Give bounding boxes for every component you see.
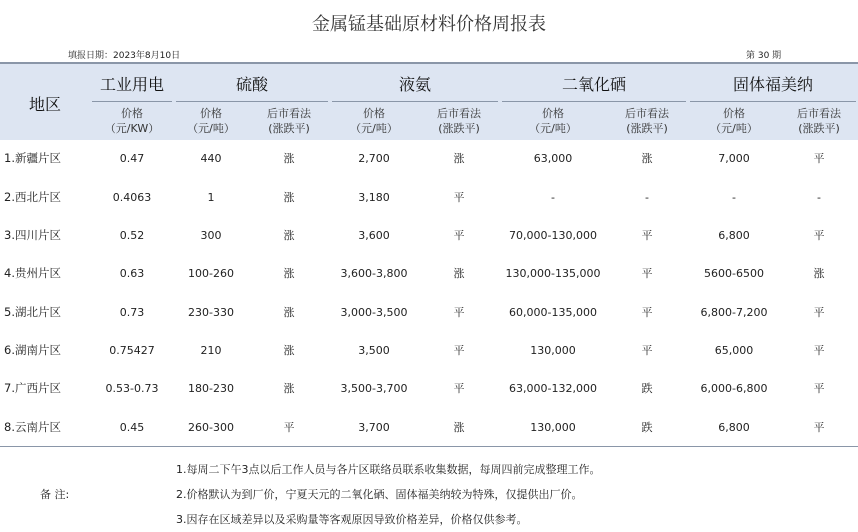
ammonia-outlook: 涨 [453,152,465,165]
note-item: 1.每周二下午3点以后工作人员与各片区联络员联系收集数据，每周四前完成整理工作。 [176,463,601,476]
header-solid-ammonium: 固体福美纳 [732,75,813,94]
header-underline [502,101,686,102]
table-row [0,254,858,293]
subheader-acid-price: 价格 （元/吨） [187,107,235,135]
header-region: 地区 [28,95,61,114]
acid-price: 230-330 [188,306,234,319]
electricity-price: 0.53-0.73 [105,382,159,395]
ammonia-price: 3,700 [358,421,390,434]
header-ammonia: 液氨 [398,75,431,94]
selenium-outlook: 涨 [641,152,653,165]
table-row [0,408,858,447]
region-cell: 8.云南片区 [4,420,61,434]
region-cell: 2.西北片区 [4,190,61,204]
ammonia-outlook: 涨 [453,267,465,280]
acid-outlook: 涨 [283,306,295,319]
selenium-price: 130,000-135,000 [505,267,601,280]
subheader-ammonia-price: 价格 （元/吨） [350,107,398,135]
notes-label: 备 注: [40,488,70,501]
electricity-price: 0.52 [119,229,145,242]
header-underline [176,101,328,102]
acid-outlook: 涨 [283,229,295,242]
region-cell: 4.贵州片区 [4,266,61,280]
ammonia-price: 2,700 [358,152,390,165]
subheader-acid-outlook: 后市看法 (涨跌平) [267,107,311,135]
subheader-solid-outlook: 后市看法 (涨跌平) [797,107,841,135]
header-selenium-dioxide: 二氧化硒 [561,75,626,94]
table-row [0,331,858,370]
acid-price: 300 [200,229,222,242]
acid-outlook: 涨 [283,344,295,357]
selenium-price: - [551,191,555,204]
solid-outlook: 平 [813,421,825,434]
selenium-price: 60,000-135,000 [509,306,597,319]
header-underline [690,101,856,102]
selenium-price: 70,000-130,000 [509,229,597,242]
selenium-outlook: 平 [641,344,653,357]
solid-outlook: 平 [813,229,825,242]
ammonia-price: 3,600 [358,229,390,242]
solid-price: 65,000 [714,344,754,357]
ammonia-price: 3,000-3,500 [340,306,408,319]
table-row [0,369,858,408]
acid-price: 1 [207,191,215,204]
subheader-selenium-outlook: 后市看法 (涨跌平) [625,107,669,135]
ammonia-price: 3,500 [358,344,390,357]
table-row [0,216,858,255]
acid-outlook: 涨 [283,267,295,280]
region-cell: 7.广西片区 [4,381,61,395]
region-cell: 3.四川片区 [4,228,61,242]
table-bottom-rule [0,446,858,447]
acid-outlook: 涨 [283,191,295,204]
selenium-outlook: 平 [641,229,653,242]
table-row [0,293,858,332]
solid-outlook: 平 [813,344,825,357]
ammonia-outlook: 平 [453,306,465,319]
acid-outlook: 涨 [283,382,295,395]
ammonia-price: 3,600-3,800 [340,267,408,280]
acid-outlook: 涨 [283,152,295,165]
solid-outlook: - [817,191,821,204]
header-underline [92,101,172,102]
solid-price: 6,800 [718,229,750,242]
header-underline [332,101,498,102]
table-row [0,178,858,217]
electricity-price: 0.75427 [109,344,155,357]
selenium-price: 130,000 [530,344,576,357]
selenium-outlook: 平 [641,306,653,319]
acid-price: 260-300 [188,421,234,434]
selenium-outlook: - [645,191,649,204]
solid-price: - [732,191,736,204]
solid-outlook: 平 [813,382,825,395]
electricity-price: 0.4063 [112,191,152,204]
fill-date: 填报日期：2023年8月10日 [68,51,181,61]
subheader-solid-price: 价格 （元/吨） [710,107,758,135]
ammonia-price: 3,180 [358,191,390,204]
ammonia-outlook: 平 [453,191,465,204]
electricity-price: 0.73 [119,306,145,319]
solid-price: 7,000 [718,152,750,165]
solid-price: 6,800-7,200 [700,306,768,319]
region-cell: 1.新疆片区 [4,151,61,165]
solid-outlook: 平 [813,152,825,165]
report-title: 金属锰基础原材料价格周报表 [312,14,546,35]
ammonia-outlook: 平 [453,344,465,357]
table-header [0,62,858,140]
table-row [0,139,858,178]
selenium-outlook: 跌 [641,382,653,395]
solid-price: 6,800 [718,421,750,434]
ammonia-price: 3,500-3,700 [340,382,408,395]
acid-price: 210 [200,344,222,357]
note-item: 2.价格默认为到厂价，宁夏天元的二氧化硒、固体福美纳较为特殊，仅提供出厂价。 [176,488,583,501]
acid-price: 100-260 [188,267,234,280]
issue-number: 第 30 期 [746,51,782,61]
selenium-price: 63,000 [533,152,573,165]
ammonia-outlook: 平 [453,382,465,395]
acid-price: 440 [200,152,222,165]
ammonia-outlook: 涨 [453,421,465,434]
region-cell: 5.湖北片区 [4,305,61,319]
subheader-elec-price: 价格 （元/KW） [104,107,160,135]
subheader-selenium-price: 价格 （元/吨） [529,107,577,135]
note-item: 3.因存在区域差异以及采购量等客观原因导致价格差异，价格仅供参考。 [176,513,528,526]
selenium-price: 130,000 [530,421,576,434]
subheader-ammonia-outlook: 后市看法 (涨跌平) [437,107,481,135]
electricity-price: 0.45 [119,421,145,434]
acid-outlook: 平 [283,421,295,434]
solid-outlook: 平 [813,306,825,319]
solid-price: 6,000-6,800 [700,382,768,395]
electricity-price: 0.47 [119,152,145,165]
electricity-price: 0.63 [119,267,145,280]
solid-price: 5600-6500 [704,267,764,280]
ammonia-outlook: 平 [453,229,465,242]
region-cell: 6.湖南片区 [4,343,61,357]
header-electricity: 工业用电 [99,75,164,94]
selenium-price: 63,000-132,000 [509,382,597,395]
acid-price: 180-230 [188,382,234,395]
selenium-outlook: 平 [641,267,653,280]
header-sulfuric-acid: 硫酸 [235,75,268,94]
solid-outlook: 涨 [813,267,825,280]
selenium-outlook: 跌 [641,421,653,434]
